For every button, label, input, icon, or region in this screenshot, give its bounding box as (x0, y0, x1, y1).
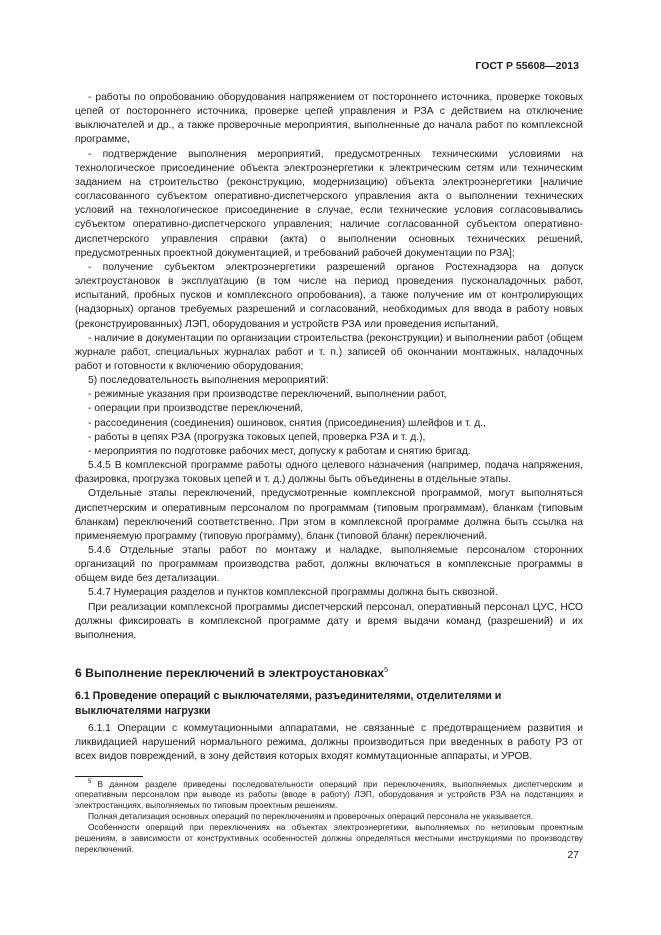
paragraph: - получение субъектом электроэнергетики разрешений органов Ростехнадзора на допуск электроустановок в эксплуатацию (в том числе на период проведения пусконаладочных работ, испытаний, пробных пусков и комплексного опробования), а также получение им от контролирующих (надзорных) органов требуемых разрешений и согласований, необходимых для ввода в работу новых (реконструированных) ЛЭП, оборудования и устройств РЗА или проведения испытаний, (75, 261, 583, 330)
clause-5-4-7: 5.4.7 Нумерация разделов и пунктов комплексной программы должна быть сквозной. (88, 587, 498, 599)
list-item: - операции при производстве переключений, (88, 403, 304, 415)
paragraph: Отдельные этапы переключений, предусмотренные комплексной программой, могут выполняться диспетчерским и оперативным персоналом по программам (типовым программам), бланкам (типовым бланкам) переключений соответственно. При этом в комплексной программе должна быть ссылка на применяемую программу (типовую программу), бланк (типовой бланк) переключений. (75, 488, 583, 542)
list-item: - рассоединения (соединения) ошиновок, снятия (присоединения) шлейфов и т. д., (88, 417, 486, 429)
list-heading: 5) последовательность выполнения мероприятий: (88, 375, 329, 387)
paragraph: - подтверждение выполнения мероприятий, предусмотренных техническими условиями на технологическое присоединение объекта электроэнергетики к электрическим сетям или техническим заданием на строительство (реконструкцию, модернизацию) объекта электроэнергетики [наличие согласованного субъектом оперативно-диспетчерского управления акта о выполнении технических условий на технологическое присоединение в случае, если технические условия согласовывались субъектом оперативно-диспетчерского управления; наличие согласованной субъектом оперативно-диспетчерского управления справки (акта) о выполнении основных технических решений, предусмотренных проектной документацией, и требований рабочей документации по РЗА]; (75, 148, 583, 259)
footnote-ref[interactable]: 5 (384, 667, 388, 675)
clause-6-1-1: 6.1.1 Операции с коммутационными аппаратами, не связанные с предотвращением развития и ликвидацией нарушений нормального режима, должны производиться при введенных в работу РЗ от всех видов повреждений, в зону действия которых входят коммутационные аппараты, и УРОВ. (75, 723, 583, 763)
list-item: - режимные указания при производстве переключений, выполнении работ, (88, 389, 447, 401)
footnote-continuation: Особенности операций при переключениях на объектах электроэнергетики, выполняемых по нетиповым проектным решениям, в зависимости от конструктивных особенностей должны определяться местными инструкциями по производству переключений. (75, 822, 583, 854)
page-content (75, 91, 583, 855)
paragraph: При реализации комплексной программы диспетчерский персонал, оперативный персонал ЦУС, НСО должны фиксировать в комплексной программе дату и время выдачи команд (разрешений) и их выполнения. (75, 601, 583, 641)
clause-5-4-6: 5.4.6 Отдельные этапы работ по монтажу и наладке, выполняемые персоналом сторонних организаций по программам производства работ, должны включаться в комплексные программы в общем виде без детализации. (75, 545, 583, 585)
footnote-mark: 5 (88, 778, 92, 785)
footnote-continuation: Полная детализация основных операций по переключениям и проверочных операций персонала не указывается. (88, 811, 534, 822)
paragraph: - наличие в документации по организации строительства (реконструкции) и выполнении работ (общем журнале работ, специальных журналах работ и т. п.) записей об окончании монтажных, наладочных работ и готовности к включению оборудования; (75, 332, 583, 372)
list-item: - работы в цепях РЗА (прогрузка токовых цепей, проверка РЗА и т. д.), (88, 431, 426, 443)
subsection-title: 6.1 Проведение операций с выключателями, разъединителями, отделителями и выключателями нагрузки (75, 690, 502, 717)
list-item: - мероприятия по подготовке рабочих мест, допуску к работам и снятию бригад. (88, 445, 471, 457)
page-number: 27 (567, 849, 579, 861)
section-title: 6 Выполнение переключений в электроустановках$^5$ (75, 666, 388, 681)
paragraph: - работы по опробованию оборудования напряжением от постороннего источника, проверке токовых цепей от постороннего источника, проверке цепей управления и РЗА с действием на отключение выключателей и др., а также проверочные мероприятия, выполненные до начала работ по комплексной программе, (75, 92, 583, 146)
clause-5-4-5: 5.4.5 В комплексной программе работы одного целевого назначения (например, подача напряжения, фазировка, прогрузка токовых цепей и т. д.) должны быть объединены в отдельные этапы. (75, 460, 583, 486)
document-code: ГОСТ Р 55608—2013 (475, 60, 579, 72)
footnote: $^5$ В данном разделе приведены последовательности операций при переключениях, выполняемых диспетчерским и оперативным персоналом при выводе из работы (вводе в работу) ЛЭП, оборудования и устройств РЗА на подстанциях и электростанциях, выполняемых по типовым проектным решениям. (75, 778, 583, 811)
